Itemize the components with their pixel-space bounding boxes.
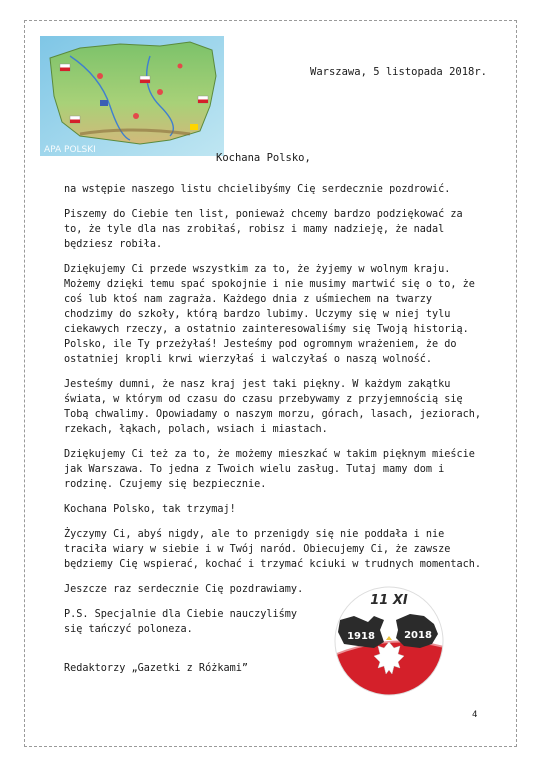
letter-paragraph: Dziękujemy Ci też za to, że możemy mieszkać w takim pięknym mieście jak Warszawa. To jedna z Twoich wielu zasług. Tutaj mamy dom i rodzinę. Czujemy się bezpiecznie. <box>64 449 475 490</box>
page-number: 4 <box>472 710 478 720</box>
poland-map-illustration <box>40 36 224 156</box>
place-date: Warszawa, 5 listopada 2018r. <box>310 66 488 78</box>
map-caption: APA POLSKI <box>44 145 96 155</box>
letter-paragraph: Kochana Polsko, tak trzymaj! <box>64 504 236 515</box>
letter-paragraph: Jesteśmy dumni, że nasz kraj jest taki piękny. W każdym zakątku świata, w którym od czasu do czasu przebywamy z przyjemnością się Tobą chwalimy. Opowiadamy o naszym morzu, górach, lasach, jeziorach, rzekach, łąkach, polach, wsiach i miastach. <box>64 379 482 435</box>
letter-paragraph: Życzymy Ci, abyś nigdy, ale to przenigdy się nie poddała i nie traciła wiary w siebie i w Twój naród. Obiecujemy Ci, że zawsze będziemy Cię wspierać, kochać i trzymać kciuki w trudnych momentach. <box>64 529 482 570</box>
letter-paragraph: na wstępie naszego listu chcielibyśmy Cię serdecznie pozdrowić. <box>64 184 451 195</box>
letter-paragraph: Piszemy do Ciebie ten list, ponieważ chcemy bardzo podziękować za to, że tyle dla nas zrobiłaś, robisz i mamy nadzieję, że nadal będziesz robiła. <box>64 209 463 250</box>
letter-signature: Redaktorzy „Gazetki z Różkami” <box>64 663 249 674</box>
badge-date: 11 XI <box>370 593 408 608</box>
independence-day-badge <box>334 586 444 696</box>
badge-year-end: 2018 <box>404 630 432 641</box>
letter-paragraph: Dziękujemy Ci przede wszystkim za to, że żyjemy w wolnym kraju. Możemy dzięki temu spać spokojnie i nie musimy martwić się o to, że coś lub ktoś nam zagraża. Każdego dnia z uśmiechem na twarzy chodzimy do szkoły, którą bardzo lubimy. Uczymy się w niej tylu ciekawych rzeczy, a ostatnio zainteresowaliśmy się Twoją historią. Polsko, ile Ty przeżyłaś! Jesteśmy pod ogromnym wrażeniem, że do ostatniej kropli krwi wierzyłaś i walczyłaś o naszą wolność. <box>64 264 475 365</box>
letter-postscript: P.S. Specjalnie dla Ciebie nauczyliśmy się tańczyć poloneza. <box>64 609 298 635</box>
badge-year-start: 1918 <box>347 631 375 642</box>
letter-salutation: Kochana Polsko, <box>216 152 311 164</box>
letter-closing: Jeszcze raz serdecznie Cię pozdrawiamy. <box>64 584 304 595</box>
